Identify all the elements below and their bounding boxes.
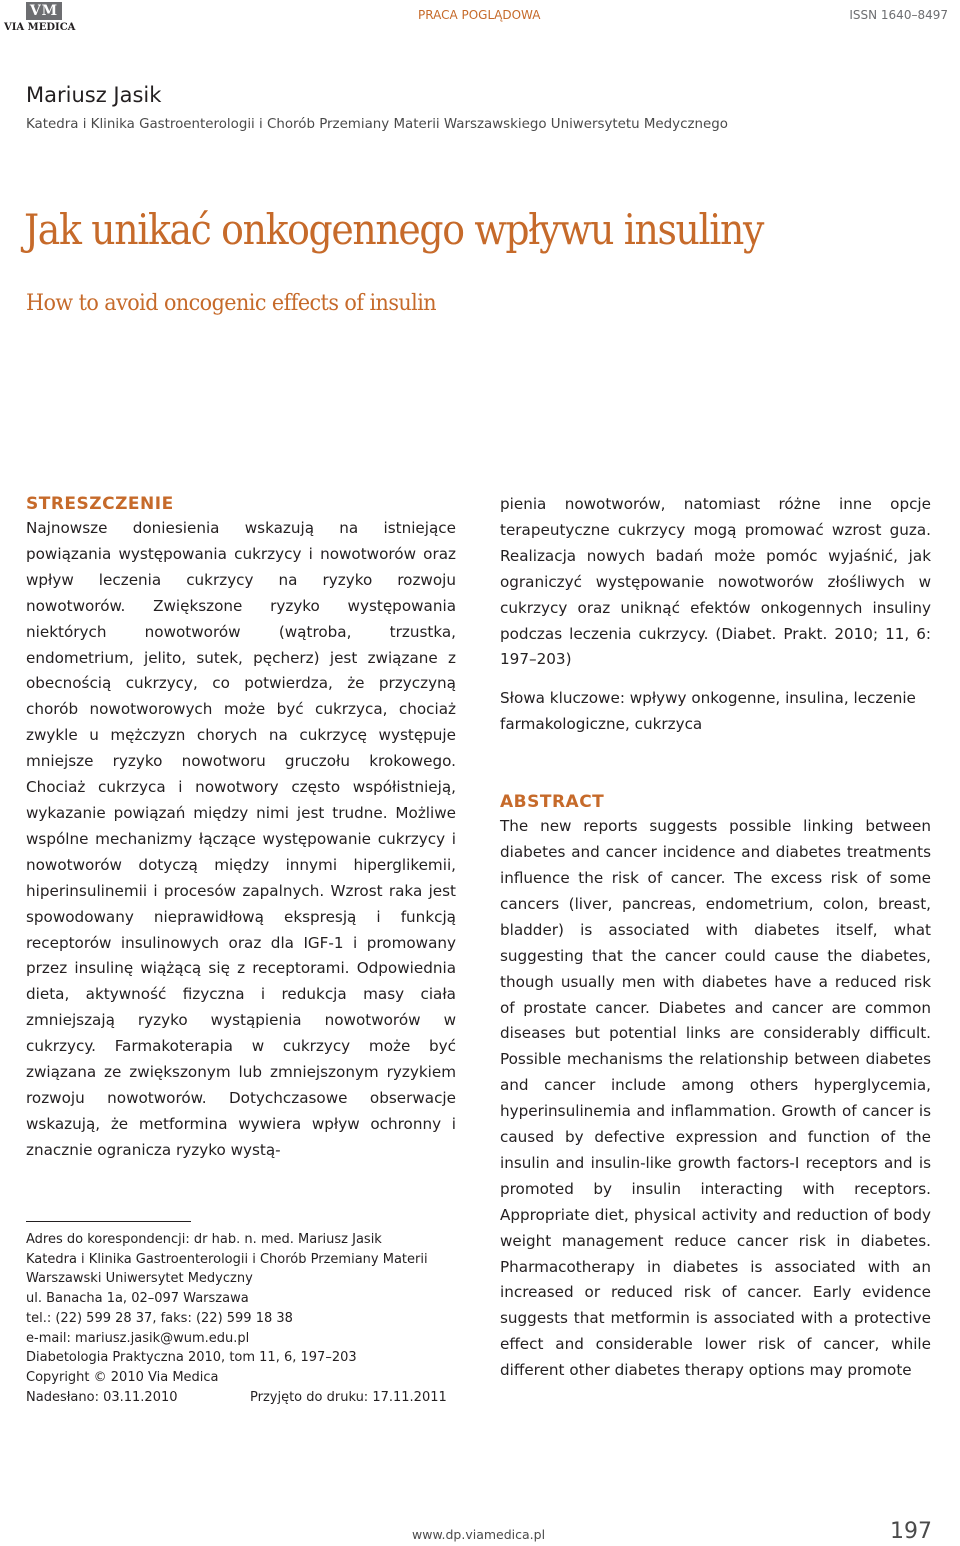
correspondence-email: e-mail: mariusz.jasik@wum.edu.pl [26, 1330, 250, 1346]
correspondence-line: ul. Banacha 1a, 02–097 Warszawa [26, 1291, 249, 1307]
right-column [500, 492, 931, 1384]
correspondence-line: Warszawski Uniwersytet Medyczny [26, 1271, 253, 1287]
author-name: Mariusz Jasik [26, 83, 162, 107]
accepted-date: Przyjęto do druku: 17.11.2011 [250, 1389, 447, 1405]
correspondence-line: Adres do korespondencji: dr hab. n. med. Mariusz Jasik [26, 1232, 382, 1247]
streszczenie-heading: STRESZCZENIE [26, 494, 174, 514]
author-affiliation: Katedra i Klinika Gastroenterologii i Chorób Przemiany Materii Warszawskiego Uniwersytetu Medycznego [26, 117, 728, 132]
issn: ISSN 1640–8497 [849, 8, 948, 22]
streszczenie-text: Najnowsze doniesienia wskazują na istniejące powiązania występowania cukrzycy i nowotworów oraz wpływ leczenia cukrzycy na ryzyko rozwoju nowotworów. Zwiększone ryzyko występowania niektórych nowotworów (wątroba, trzustka, endometrium, jelito, sutek, pęcherz) jest związane z obecnością cukrzycy, co potwierdza, że przyczyną chorób nowotworowych może być cukrzyca, chociaż zwykle u mężczyzn chorych na cukrzycę występuje mniejsze ryzyko nowotworu gruczołu krokowego. Chociaż cukrzyca i nowotwory często współistnieją, wykazanie powiązań między nimi jest trudne. Możliwe wspólne mechanizmy łączące występowanie cukrzycy i nowotworów dotyczą między innymi hiperglikemii, hiperinsulinemii i procesów zapalnych. Wzrost raka jest spowodowany nieprawidłową ekspresją i funkcją receptorów insulinowych oraz dla IGF-1 i promowany przez insulinę wiążącą się z receptorami. Odpowiednia dieta, aktywność fizyczna i redukcja masy ciała zmniejszają ryzyko wystąpienia nowotworów w cukrzycy. Farmakoterapia w cukrzycy może być związana ze zwiększonym lub zmniejszonym ryzykiem rozwoju nowotworów. Dotychczasowe obserwacje wskazują, że metformina wywiera wpływ ochronny i znacznie ogranicza ryzyko wystą- [26, 519, 456, 1159]
left-column [26, 492, 456, 1164]
correspondence-line: tel.: (22) 599 28 37, faks: (22) 599 18 38 [26, 1310, 293, 1326]
abstract-heading: ABSTRACT [500, 792, 605, 813]
submitted-date: Nadesłano: 03.11.2010 [26, 1389, 178, 1405]
section-label: PRACA POGLĄDOWA [418, 8, 541, 22]
via-medica-logo [4, 2, 74, 36]
streszczenie-continuation: pienia nowotworów, natomiast różne inne opcje terapeutyczne cukrzycy mogą promować wzrost guza. Realizacja nowych badań może pomóc wyjaśnić, jak ograniczyć występowanie nowotworów złośliwych w cukrzycy oraz uniknąć efektów onkogennych insuliny podczas leczenia cukrzycy. (Diabet. Prakt. 2010; 11, 6: 197–203) [500, 495, 931, 669]
footer-url: www.dp.viamedica.pl [412, 1527, 546, 1542]
logo-mark: VM [26, 2, 62, 20]
abstract-text: The new reports suggests possible linking between diabetes and cancer incidence and diabetes treatments influence the risk of cancer. The excess risk of some cancers (liver, pancreas, endometrium, colon, breast, bladder) is associated with diabetes itself, what suggesting that the cancer could cause the diabetes, though usually men with diabetes have a reduced risk of prostate cancer. Diabetes and cancer are common diseases but potential links are considerably difficult. Possible mechanisms the relationship between diabetes and cancer include among others hyperglycemia, hyperinsulinemia and inflammation. Growth of cancer is caused by defective expression and function of the insulin and insulin-like growth factors-I receptors and is promoted by insulin interacting with receptors. Appropriate diet, physical activity and reduction of body weight management reduce cancer risk in diabetes. Pharmacotherapy in diabetes is associated with an increased or reduced risk of cancer. Early evidence suggests that metformin is associated with a protective effect and considerable lower risk of cancer, while different other diabetes therapy options may promote [500, 817, 931, 1380]
correspondence-line: Katedra i Klinika Gastroenterologii i Chorób Przemiany Materii [26, 1251, 428, 1267]
article-title-en: How to avoid oncogenic effects of insulin [26, 290, 437, 316]
correspondence-block [26, 1230, 456, 1407]
citation-line: Diabetologia Praktyczna 2010, tom 11, 6, 197–203 [26, 1350, 357, 1366]
correspondence-divider [26, 1221, 191, 1222]
page-number: 197 [890, 1519, 932, 1544]
logo-text: VIA MEDICA [4, 22, 76, 33]
keywords: Słowa kluczowe: wpływy onkogenne, insulina, leczenie farmakologiczne, cukrzyca [500, 689, 916, 734]
article-title: Jak unikać onkogennego wpływu insuliny [24, 205, 764, 254]
dates-row [26, 1388, 456, 1408]
copyright-line: Copyright © 2010 Via Medica [26, 1369, 219, 1385]
